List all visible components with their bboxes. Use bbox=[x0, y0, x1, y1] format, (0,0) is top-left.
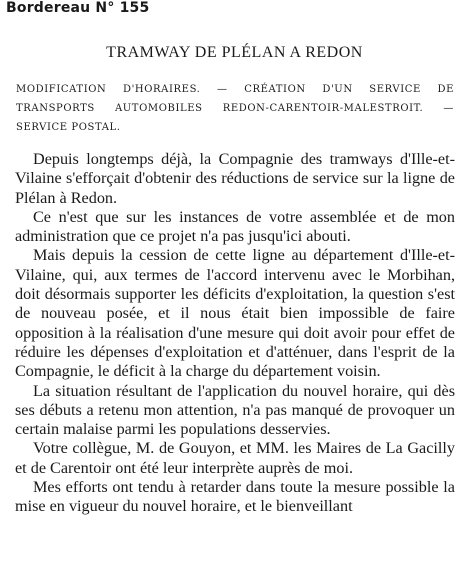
paragraph: Depuis longtemps déjà, la Compagnie des tramways d'Ille-et-Vilaine s'efforçait d'obtenir des réductions de service sur la ligne de Plélan à Redon. bbox=[15, 150, 455, 207]
document-body bbox=[15, 150, 455, 517]
paragraph: Mais depuis la cession de cette ligne au département d'Ille-et-Vilaine, qui, aux termes de l'accord intervenu avec le Morbihan, doit désormais supporter les déficits d'exploitation, la question s'est de nouveau posée, et il nous était bien impossible de faire opposition à la réalisation d'une mesure qui doit avoir pour effet de réduire les dépenses d'exploitation et d'atténuer, dans l'esprit de la Compagnie, le déficit à la charge du département voisin. bbox=[15, 246, 455, 381]
document-title: TRAMWAY DE PLÉLAN A REDON bbox=[106, 44, 363, 61]
bordereau-number: Bordereau N° 155 bbox=[6, 0, 150, 16]
paragraph: La situation résultant de l'application du nouvel horaire, qui dès ses débuts a retenu mon attention, n'a pas manqué de provoquer un certain malaise parmi les populations desservies. bbox=[15, 381, 455, 439]
document-subheading: MODIFICATION D'HORAIRES. — CRÉATION D'UN SERVICE DE TRANSPORTS AUTOMOBILES REDON-CARENTOIR-MALESTROIT. — SERVICE POSTAL. bbox=[16, 84, 454, 133]
paragraph: Mes efforts ont tendu à retarder dans toute la mesure possible la mise en vigueur du nouvel horaire, et le bienveillant bbox=[15, 478, 455, 516]
paragraph: Ce n'est que sur les instances de votre assemblée et de mon administration que ce projet n'a pas jusqu'ici abouti. bbox=[15, 207, 455, 246]
paragraph: Votre collègue, M. de Gouyon, et MM. les Maires de La Gacilly et de Carentoir ont été leur interprète auprès de moi. bbox=[15, 439, 455, 477]
